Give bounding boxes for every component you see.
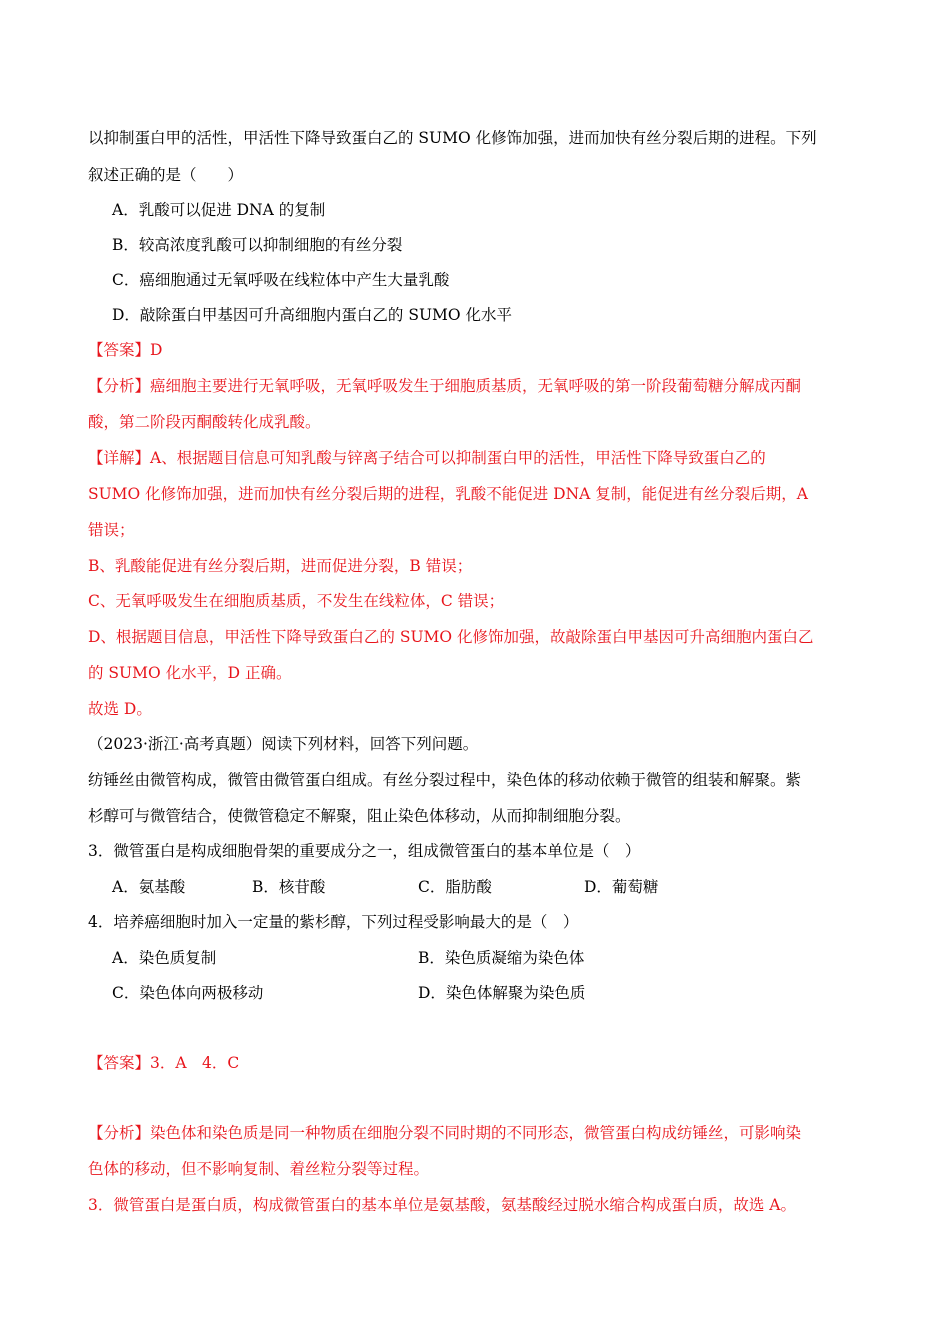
q4-stem: 4．培养癌细胞时加入一定量的紫杉醇，下列过程受影响最大的是（ ） <box>88 913 579 931</box>
q1-option-b: B．较高浓度乳酸可以抑制细胞的有丝分裂 <box>112 236 403 254</box>
q1-analysis-line1: 【分析】癌细胞主要进行无氧呼吸，无氧呼吸发生于细胞质基质，无氧呼吸的第一阶段葡萄糖分解成丙酮 <box>88 377 802 395</box>
analysis2-line1: 【分析】染色体和染色质是同一种物质在细胞分裂不同时期的不同形态，微管蛋白构成纺锤丝，可影响染 <box>88 1124 802 1142</box>
q1-detail-line3: 错误； <box>88 521 135 539</box>
analysis2-line2: 色体的移动，但不影响复制、着丝粒分裂等过程。 <box>88 1160 430 1178</box>
q1-option-a: A．乳酸可以促进 DNA 的复制 <box>112 201 326 219</box>
q1-detail-line2: SUMO 化修饰加强，进而加快有丝分裂后期的进程，乳酸不能促进 DNA 复制，能促进有丝分裂后期，A <box>88 485 808 503</box>
material-line1: 纺锤丝由微管构成，微管由微管蛋白组成。有丝分裂过程中，染色体的移动依赖于微管的组装和解聚。紫 <box>88 771 802 789</box>
q1-option-c: C．癌细胞通过无氧呼吸在线粒体中产生大量乳酸 <box>112 271 450 289</box>
q1-stem-line2: 叙述正确的是（ ） <box>88 166 244 184</box>
q1-analysis-line2: 酸，第二阶段丙酮酸转化成乳酸。 <box>88 413 321 431</box>
q1-answer: 【答案】D <box>88 341 163 359</box>
q1-detail-line6: D、根据题目信息，甲活性下降导致蛋白乙的 SUMO 化修饰加强，故敲除蛋白甲基因可升高细胞内蛋白乙 <box>88 628 814 646</box>
q3-option-a: A．氨基酸 <box>112 878 186 896</box>
q4-option-b: B．染色质凝缩为染色体 <box>418 949 585 967</box>
q1-conclusion: 故选 D。 <box>88 700 152 718</box>
q1-detail-line7: 的 SUMO 化水平，D 正确。 <box>88 664 292 682</box>
q3-option-b: B．核苷酸 <box>252 878 326 896</box>
q3-option-d: D．葡萄糖 <box>584 878 659 896</box>
q3-stem: 3．微管蛋白是构成细胞骨架的重要成分之一，组成微管蛋白的基本单位是（ ） <box>88 842 641 860</box>
material-line2: 杉醇可与微管结合，使微管稳定不解聚，阻止染色体移动，从而抑制细胞分裂。 <box>88 807 631 825</box>
material-source: （2023·浙江·高考真题）阅读下列材料，回答下列问题。 <box>88 735 479 753</box>
q1-detail-line5: C、无氧呼吸发生在细胞质基质，不发生在线粒体，C 错误； <box>88 592 505 610</box>
q3-explanation: 3．微管蛋白是蛋白质，构成微管蛋白的基本单位是氨基酸，氨基酸经过脱水缩合构成蛋白质，故选 A。 <box>88 1196 796 1214</box>
q1-detail-line1: 【详解】A、根据题目信息可知乳酸与锌离子结合可以抑制蛋白甲的活性，甲活性下降导致蛋白乙的 <box>88 449 766 467</box>
q1-option-d: D．敲除蛋白甲基因可升高细胞内蛋白乙的 SUMO 化水平 <box>112 306 513 324</box>
q3-option-c: C．脂肪酸 <box>418 878 492 896</box>
q1-stem-line1: 以抑制蛋白甲的活性，甲活性下降导致蛋白乙的 SUMO 化修饰加强，进而加快有丝分裂后期的进程。下列 <box>88 129 817 147</box>
q4-option-d: D．染色体解聚为染色质 <box>418 984 586 1002</box>
q4-option-c: C．染色体向两极移动 <box>112 984 264 1002</box>
q4-option-a: A．染色质复制 <box>112 949 217 967</box>
q1-detail-line4: B、乳酸能促进有丝分裂后期，进而促进分裂，B 错误； <box>88 557 473 575</box>
answers-q3-q4: 【答案】3．A 4．C <box>88 1054 240 1072</box>
